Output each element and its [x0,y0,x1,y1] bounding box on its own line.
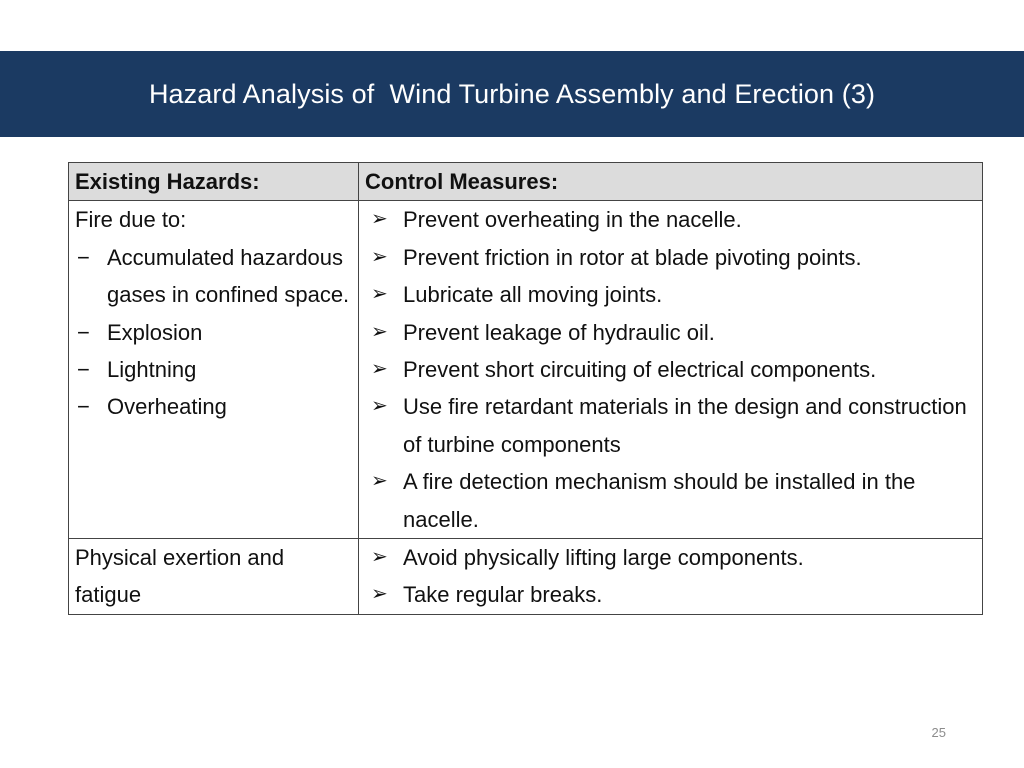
hazard-subitem-text: Accumulated hazardous gases in confined space. [107,244,350,308]
slide-title: Hazard Analysis of Wind Turbine Assembly and Erection (3) [148,78,876,109]
header-control-measures: Control Measures: [359,163,983,201]
control-item-text: Avoid physically lifting large components. [403,545,804,571]
dash-bullet-icon: − [77,244,90,270]
title-bar [0,51,1024,137]
control-item [365,201,976,238]
arrow-bullet-icon: ➢ [371,358,388,381]
hazard-subitem-text: Lightning [107,357,197,383]
dash-bullet-icon: − [77,394,90,420]
hazard-subitem [75,314,352,351]
control-item [365,276,976,313]
hazard-table [68,162,983,615]
hazard-intro: Fire due to: [75,207,187,233]
control-item [365,576,976,613]
hazard-subitem [75,239,352,314]
control-item [365,351,976,388]
page-number: 25 [931,725,946,740]
control-item-text: Use fire retardant materials in the design and construction of turbine components [403,394,967,457]
control-item-text: Prevent friction in rotor at blade pivoting points. [403,244,862,270]
arrow-bullet-icon: ➢ [371,208,388,231]
control-item [365,463,976,538]
table-row [69,539,983,615]
control-item [365,539,976,576]
controls-cell-exertion [359,539,983,615]
dash-bullet-icon: − [77,357,90,383]
table-row [69,201,983,539]
hazard-sublist [75,239,352,426]
hazard-subitem [75,388,352,425]
hazard-cell-exertion [69,539,359,615]
control-item-text: Prevent overheating in the nacelle. [403,207,742,233]
hazard-subitem [75,351,352,388]
control-item [365,239,976,276]
dash-bullet-icon: − [77,319,90,345]
control-item-text: Take regular breaks. [403,582,603,608]
header-existing-hazards: Existing Hazards: [69,163,359,201]
arrow-bullet-icon: ➢ [371,583,388,606]
hazard-subitem-text: Explosion [107,319,203,345]
controls-cell-fire [359,201,983,539]
hazard-intro: Physical exertion and fatigue [75,545,285,608]
control-item [365,314,976,351]
control-item-text: A fire detection mechanism should be installed in the nacelle. [403,469,916,532]
arrow-bullet-icon: ➢ [371,320,388,343]
arrow-bullet-icon: ➢ [371,395,388,418]
arrow-bullet-icon: ➢ [371,245,388,268]
control-list [365,201,976,538]
control-item [365,388,976,463]
arrow-bullet-icon: ➢ [371,546,388,569]
arrow-bullet-icon: ➢ [371,470,388,493]
control-item-text: Prevent short circuiting of electrical components. [403,357,877,383]
control-list [365,539,976,614]
arrow-bullet-icon: ➢ [371,283,388,306]
table-header-row [69,163,983,201]
control-item-text: Lubricate all moving joints. [403,282,663,308]
hazard-subitem-text: Overheating [107,394,227,420]
control-item-text: Prevent leakage of hydraulic oil. [403,319,715,345]
hazard-cell-fire [69,201,359,539]
